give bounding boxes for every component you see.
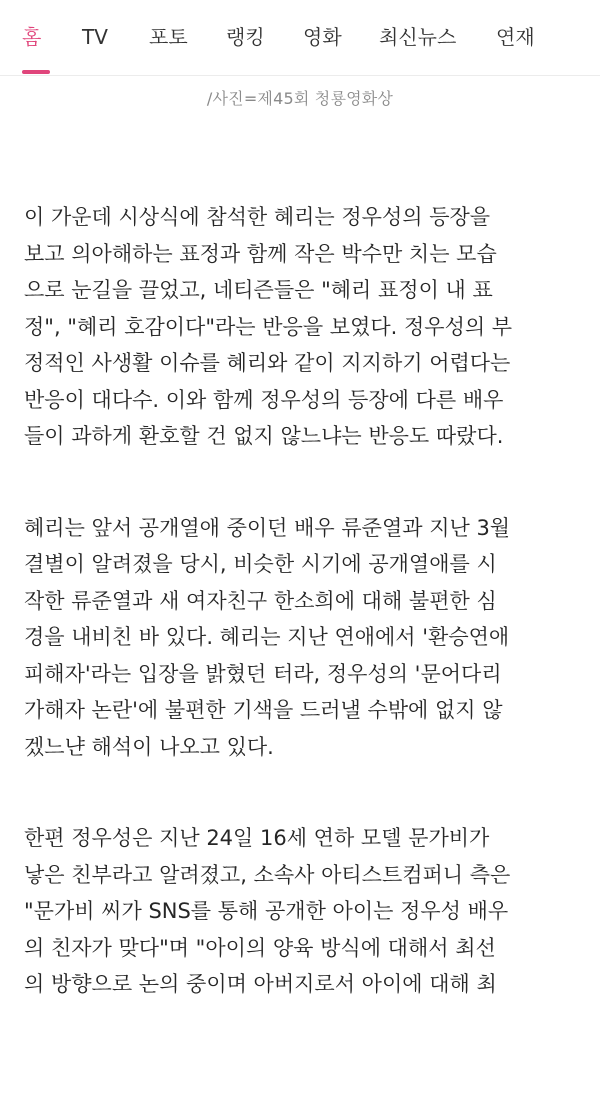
- top-navigation: [0, 0, 600, 76]
- article-paragraph-2: [24, 510, 580, 766]
- tab-photo[interactable]: 포토: [149, 25, 188, 49]
- text-line: 결별이 알려졌을 당시, 비슷한 시기에 공개열애를 시: [24, 552, 497, 576]
- tab-latest-news[interactable]: 최신뉴스: [379, 25, 457, 49]
- photo-caption: /사진=제45회 청룡영화상: [206, 89, 394, 108]
- text-line: 경을 내비친 바 있다. 혜리는 지난 연애에서 '환승연애: [24, 625, 510, 649]
- article-body: [24, 199, 580, 1003]
- text-line: 피해자'라는 입장을 밝혔던 터라, 정우성의 '문어다리: [24, 661, 502, 686]
- text-line: 작한 류준열과 새 여자친구 한소희에 대해 불편한 심: [24, 588, 497, 613]
- article-paragraph-1: [24, 199, 580, 455]
- text-line: 반응이 대다수. 이와 함께 정우성의 등장에 다른 배우: [24, 387, 504, 412]
- active-tab-indicator: [22, 70, 50, 74]
- article-paragraph-3: [24, 820, 580, 1003]
- text-line: 의 방향으로 논의 중이며 아버지로서 아이에 대해 최: [24, 972, 497, 996]
- tab-tv[interactable]: TV: [82, 25, 108, 49]
- text-line: 의 친자가 맞다"며 "아이의 양육 방식에 대해서 최선: [24, 935, 496, 960]
- text-line: 낳은 친부라고 알려졌고, 소속사 아티스트컴퍼니 측은: [24, 862, 511, 887]
- text-line: 보고 의아해하는 표정과 함께 작은 박수만 치는 모습: [24, 241, 497, 266]
- text-line: 이 가운데 시상식에 참석한 혜리는 정우성의 등장을: [24, 205, 491, 229]
- text-line: 정", "혜리 호감이다"라는 반응을 보였다. 정우성의 부: [24, 314, 513, 339]
- text-line: 한편 정우성은 지난 24일 16세 연하 모델 문가비가: [24, 826, 490, 850]
- tab-home[interactable]: 홈: [22, 25, 42, 49]
- text-line: 혜리는 앞서 공개열애 중이던 배우 류준열과 지난 3월: [24, 515, 511, 540]
- text-line: 겠느냔 해석이 나오고 있다.: [24, 734, 274, 759]
- tab-series[interactable]: 연재: [496, 25, 535, 49]
- text-line: 들이 과하게 환호할 건 없지 않느냐는 반응도 따랐다.: [24, 424, 504, 448]
- text-line: 정적인 사생활 이슈를 혜리와 같이 지지하기 어렵다는: [24, 351, 511, 375]
- text-line: "문가비 씨가 SNS를 통해 공개한 아이는 정우성 배우: [24, 899, 509, 923]
- text-line: 가해자 논란'에 불편한 기색을 드러낼 수밖에 없지 않: [24, 698, 503, 722]
- text-line: 으로 눈길을 끌었고, 네티즌들은 "혜리 표정이 내 표: [24, 278, 493, 302]
- tab-ranking[interactable]: 랭킹: [226, 25, 265, 49]
- tab-movie[interactable]: 영화: [303, 25, 342, 49]
